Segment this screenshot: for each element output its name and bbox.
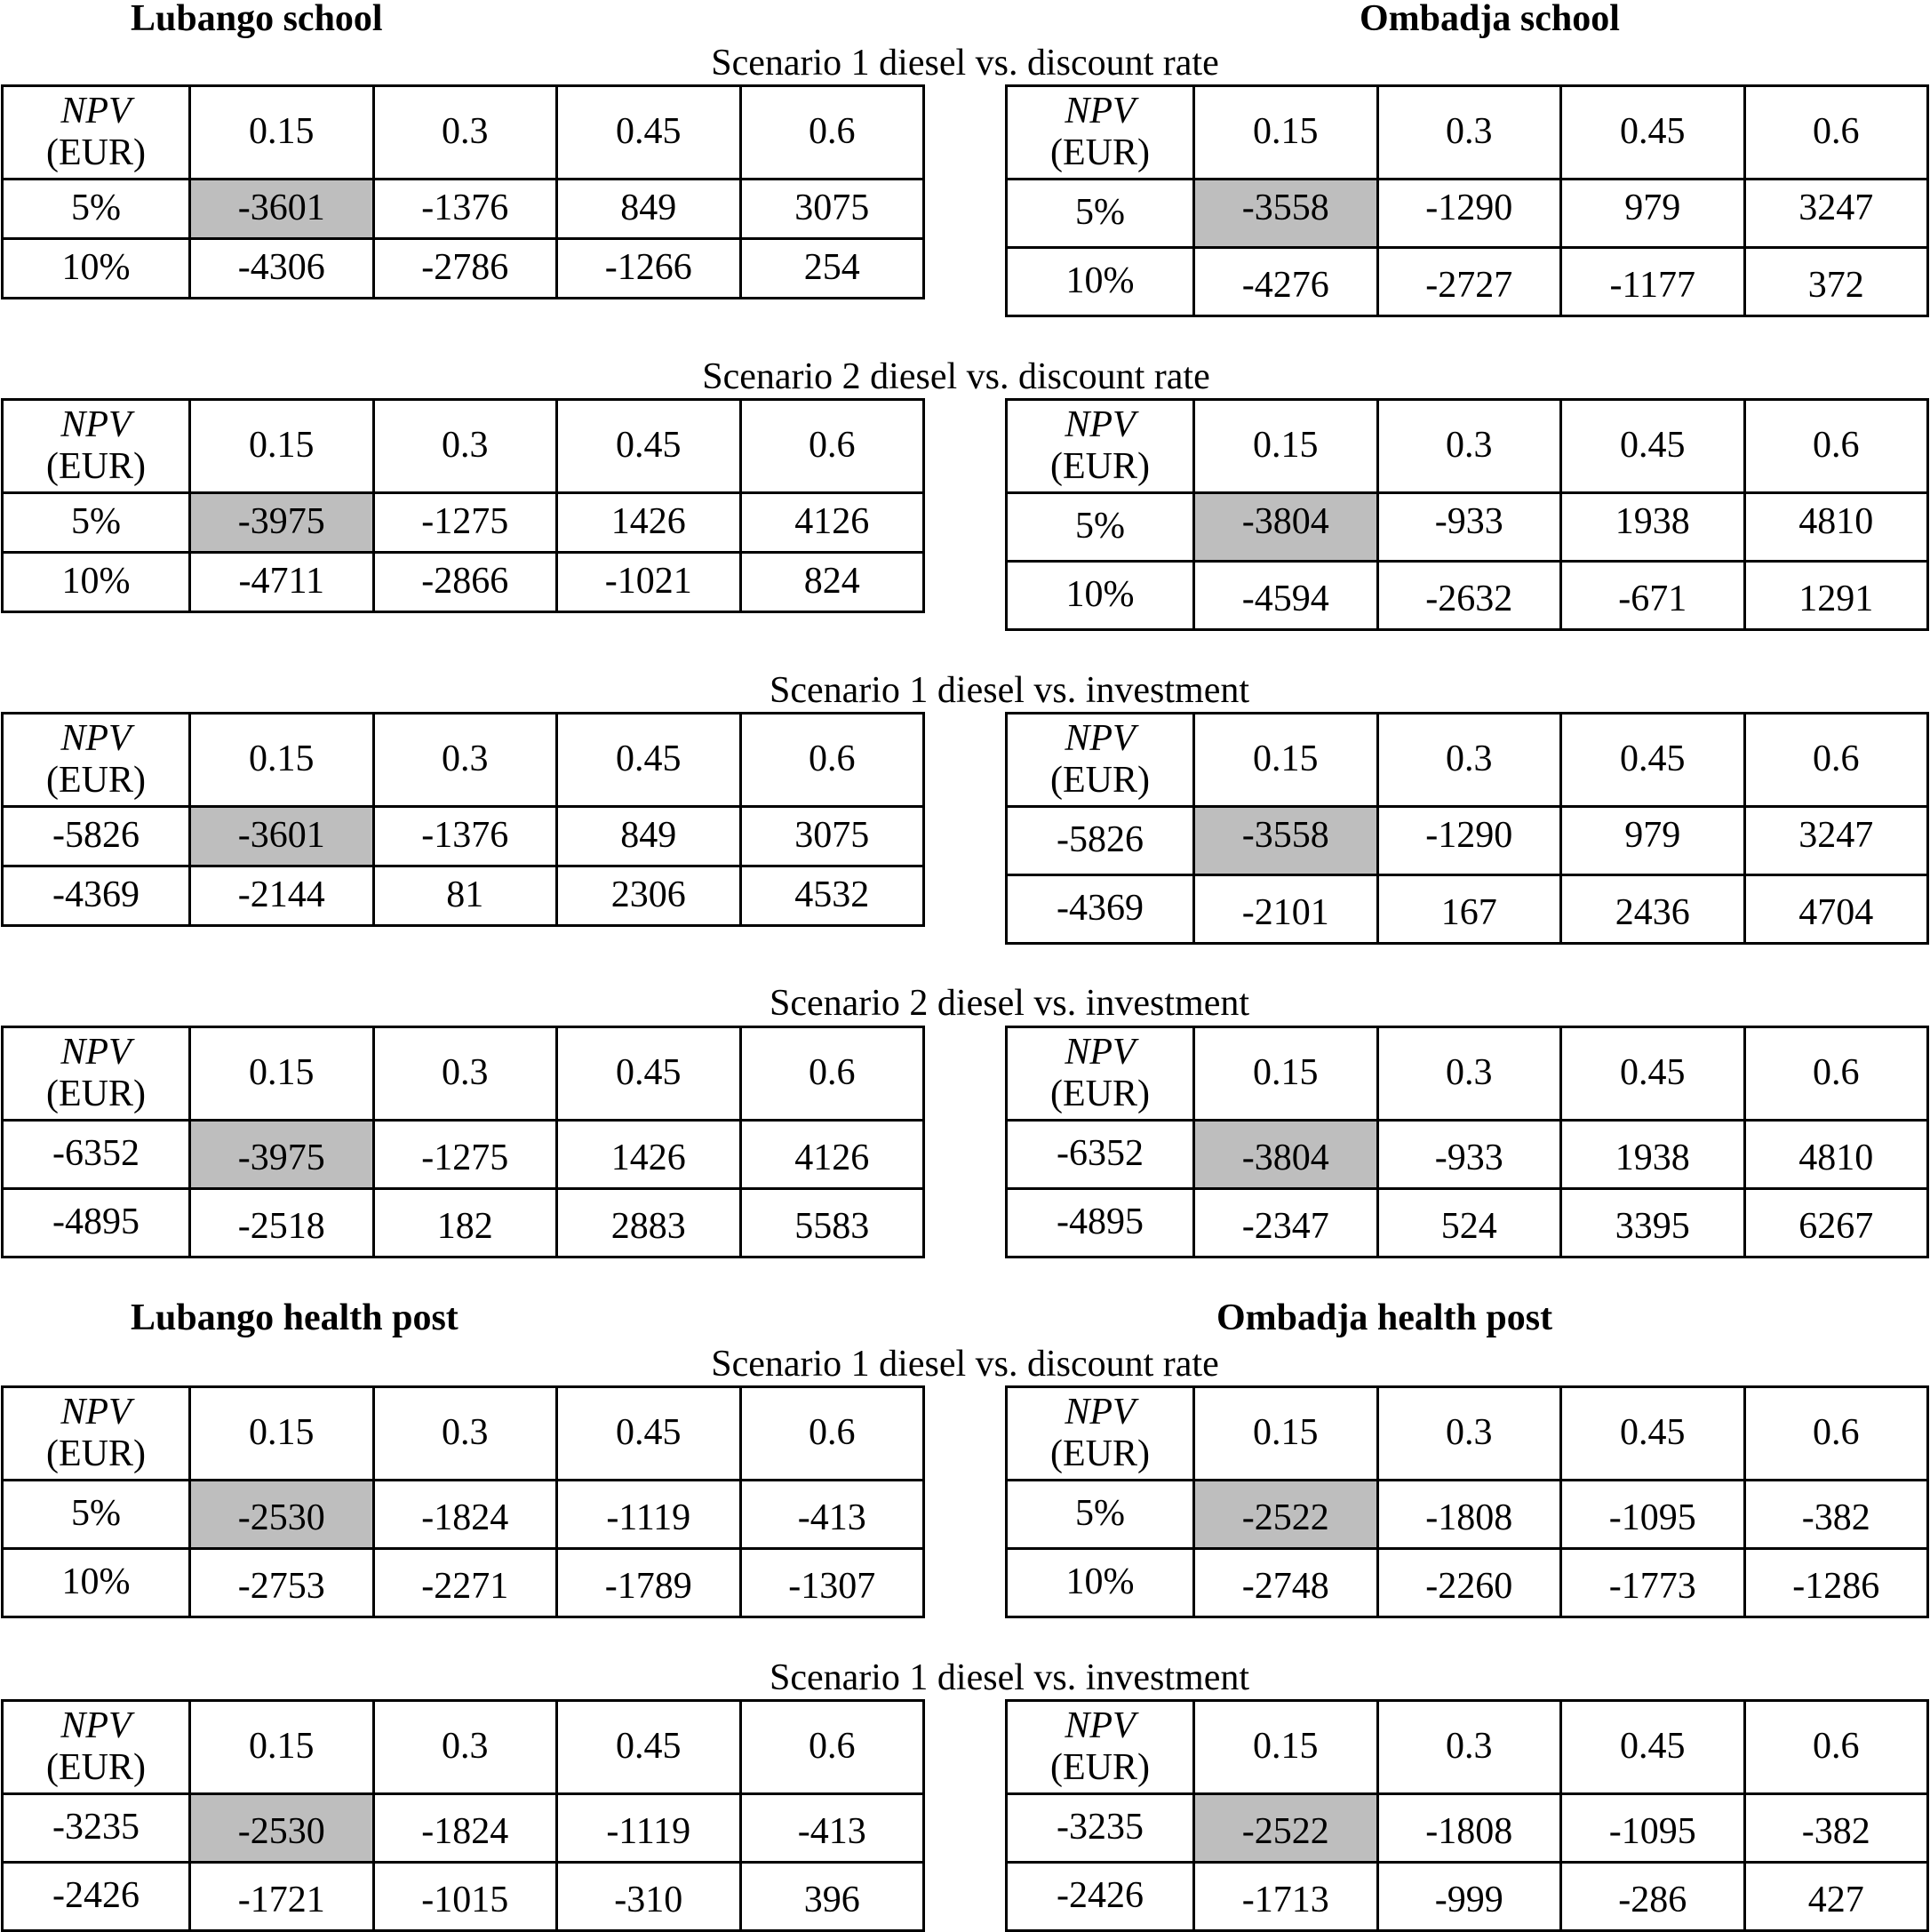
row-label: -3235 (1007, 1794, 1194, 1863)
column-header: 0.6 (740, 1701, 924, 1794)
table-cell: -1095 (1561, 1481, 1745, 1549)
table-cell: -2101 (1194, 875, 1378, 944)
table-cell: 4126 (740, 493, 924, 553)
npv-table-right (1005, 1026, 1929, 1258)
table-cell: 4810 (1744, 493, 1928, 562)
table-row (1007, 562, 1928, 630)
table-cell: 427 (1744, 1863, 1928, 1931)
table-cell: -2786 (373, 239, 557, 299)
table-cell: 1938 (1561, 1121, 1745, 1189)
table-cell: -1307 (740, 1549, 924, 1617)
table-cell: 824 (740, 553, 924, 612)
column-header: 0.6 (1744, 86, 1928, 180)
column-header: 0.15 (1194, 400, 1378, 493)
table-header-row (1007, 86, 1928, 180)
eur-label: (EUR) (46, 132, 146, 173)
npv-header-cell (1007, 1701, 1194, 1794)
section-heading-left: Lubango school (131, 0, 383, 39)
row-label: 10% (3, 553, 190, 612)
npv-label: NPV (60, 717, 132, 759)
row-label: -3235 (3, 1794, 190, 1863)
highlighted-cell: -3975 (190, 1121, 374, 1189)
table-row (3, 239, 924, 299)
column-header: 0.3 (1377, 400, 1561, 493)
npv-label: NPV (1065, 1704, 1136, 1746)
table-cell: -2144 (190, 866, 374, 926)
table-header-row (1007, 1027, 1928, 1121)
table-cell: -2748 (1194, 1549, 1378, 1617)
row-label: -2426 (3, 1863, 190, 1931)
table-cell: 254 (740, 239, 924, 299)
npv-header-cell (3, 714, 190, 807)
table-cell: -1119 (557, 1794, 741, 1863)
table-header-row (1007, 1701, 1928, 1794)
table-cell: -1095 (1561, 1794, 1745, 1863)
column-header: 0.3 (1377, 714, 1561, 807)
table-cell: 396 (740, 1863, 924, 1931)
eur-label: (EUR) (1050, 760, 1150, 801)
column-header: 0.6 (1744, 400, 1928, 493)
row-label: -4369 (1007, 875, 1194, 944)
row-label: 10% (1007, 248, 1194, 316)
column-header: 0.15 (190, 86, 374, 180)
npv-label: NPV (60, 403, 132, 445)
table-header-row (3, 1701, 924, 1794)
table-cell: 1938 (1561, 493, 1745, 562)
table-cell: -413 (740, 1794, 924, 1863)
highlighted-cell: -2530 (190, 1481, 374, 1549)
eur-label: (EUR) (1050, 132, 1150, 173)
table-cell: 3247 (1744, 807, 1928, 875)
column-header: 0.6 (740, 1027, 924, 1121)
table-row (1007, 1794, 1928, 1863)
column-header: 0.45 (557, 86, 741, 180)
table-header-row (1007, 1387, 1928, 1481)
column-header: 0.3 (1377, 86, 1561, 180)
npv-table-right (1005, 84, 1929, 317)
table-cell: 3395 (1561, 1189, 1745, 1257)
npv-table-left (1, 1026, 925, 1258)
table-cell: -4711 (190, 553, 374, 612)
column-header: 0.6 (1744, 1027, 1928, 1121)
table-cell: 167 (1377, 875, 1561, 944)
table-row (3, 1481, 924, 1549)
table-cell: -2271 (373, 1549, 557, 1617)
npv-table-left (1, 84, 925, 299)
table-cell: 849 (557, 180, 741, 239)
column-header: 0.15 (1194, 714, 1378, 807)
table-cell: 2306 (557, 866, 741, 926)
row-label: 5% (1007, 493, 1194, 562)
table-cell: 4532 (740, 866, 924, 926)
highlighted-cell: -2522 (1194, 1481, 1378, 1549)
table-cell: -2518 (190, 1189, 374, 1257)
table-cell: -1290 (1377, 807, 1561, 875)
npv-label: NPV (60, 1031, 132, 1073)
section-heading-right: Ombadja school (1360, 0, 1620, 39)
column-header: 0.15 (1194, 1027, 1378, 1121)
table-cell: -933 (1377, 1121, 1561, 1189)
column-header: 0.3 (1377, 1387, 1561, 1481)
table-cell: -2866 (373, 553, 557, 612)
highlighted-cell: -2522 (1194, 1794, 1378, 1863)
table-cell: -310 (557, 1863, 741, 1931)
table-cell: -4594 (1194, 562, 1378, 630)
column-header: 0.6 (1744, 1387, 1928, 1481)
column-header: 0.45 (557, 1701, 741, 1794)
npv-label: NPV (1065, 90, 1136, 132)
row-label: 10% (1007, 1549, 1194, 1617)
table-row (3, 807, 924, 866)
npv-header-cell (1007, 86, 1194, 180)
eur-label: (EUR) (46, 446, 146, 487)
column-header: 0.45 (1561, 1027, 1745, 1121)
table-cell: -1773 (1561, 1549, 1745, 1617)
eur-label: (EUR) (1050, 1433, 1150, 1474)
table-row (1007, 180, 1928, 248)
column-header: 0.6 (1744, 714, 1928, 807)
eur-label: (EUR) (1050, 446, 1150, 487)
table-cell: -1177 (1561, 248, 1745, 316)
table-cell: -1808 (1377, 1481, 1561, 1549)
column-header: 0.45 (1561, 1701, 1745, 1794)
table-cell: -2727 (1377, 248, 1561, 316)
column-header: 0.45 (1561, 86, 1745, 180)
npv-header-cell (1007, 1387, 1194, 1481)
table-row (3, 866, 924, 926)
column-header: 0.6 (740, 86, 924, 180)
column-header: 0.6 (740, 400, 924, 493)
highlighted-cell: -3601 (190, 180, 374, 239)
table-cell: -1824 (373, 1794, 557, 1863)
table-cell: -1266 (557, 239, 741, 299)
table-cell: 4810 (1744, 1121, 1928, 1189)
table-cell: -933 (1377, 493, 1561, 562)
row-label: -4369 (3, 866, 190, 926)
column-header: 0.45 (557, 1027, 741, 1121)
column-header: 0.3 (1377, 1701, 1561, 1794)
column-header: 0.3 (373, 714, 557, 807)
column-header: 0.15 (190, 1387, 374, 1481)
table-cell: -286 (1561, 1863, 1745, 1931)
table-row (3, 553, 924, 612)
table-cell: -4276 (1194, 248, 1378, 316)
table-header-row (1007, 714, 1928, 807)
npv-header-cell (3, 86, 190, 180)
table-cell: 182 (373, 1189, 557, 1257)
table-cell: 81 (373, 866, 557, 926)
table-cell: -1290 (1377, 180, 1561, 248)
table-row (3, 1189, 924, 1257)
table-cell: -1789 (557, 1549, 741, 1617)
table-header-row (3, 400, 924, 493)
table-row (3, 180, 924, 239)
npv-header-cell (1007, 400, 1194, 493)
column-header: 0.6 (740, 714, 924, 807)
column-header: 0.45 (557, 1387, 741, 1481)
row-label: -6352 (1007, 1121, 1194, 1189)
npv-table-right (1005, 1699, 1929, 1932)
table-cell: -1808 (1377, 1794, 1561, 1863)
table-row (1007, 1481, 1928, 1549)
npv-table-left (1, 398, 925, 613)
table-cell: 3075 (740, 807, 924, 866)
column-header: 0.45 (557, 714, 741, 807)
highlighted-cell: -3601 (190, 807, 374, 866)
table-cell: 5583 (740, 1189, 924, 1257)
table-header-row (1007, 400, 1928, 493)
column-header: 0.3 (373, 1027, 557, 1121)
eur-label: (EUR) (1050, 1074, 1150, 1114)
npv-header-cell (3, 1027, 190, 1121)
row-label: -5826 (3, 807, 190, 866)
table-header-row (3, 714, 924, 807)
highlighted-cell: -3558 (1194, 180, 1378, 248)
table-cell: -1015 (373, 1863, 557, 1931)
table-row (1007, 1863, 1928, 1931)
table-cell: -999 (1377, 1863, 1561, 1931)
table-header-row (3, 1387, 924, 1481)
block-caption: Scenario 1 diesel vs. investment (769, 670, 1250, 711)
column-header: 0.3 (373, 1701, 557, 1794)
table-cell: 1426 (557, 493, 741, 553)
table-cell: 524 (1377, 1189, 1561, 1257)
row-label: 10% (3, 239, 190, 299)
table-cell: -2753 (190, 1549, 374, 1617)
row-label: -6352 (3, 1121, 190, 1189)
row-label: 10% (3, 1549, 190, 1617)
table-cell: -2260 (1377, 1549, 1561, 1617)
npv-label: NPV (1065, 1031, 1136, 1073)
table-cell: 6267 (1744, 1189, 1928, 1257)
table-cell: 979 (1561, 807, 1745, 875)
npv-table-left (1, 1385, 925, 1618)
eur-label: (EUR) (46, 1433, 146, 1474)
eur-label: (EUR) (46, 760, 146, 801)
npv-table-right (1005, 712, 1929, 945)
block-caption: Scenario 2 diesel vs. discount rate (702, 356, 1210, 397)
highlighted-cell: -3558 (1194, 807, 1378, 875)
table-header-row (3, 1027, 924, 1121)
highlighted-cell: -3804 (1194, 1121, 1378, 1189)
npv-label: NPV (1065, 403, 1136, 445)
eur-label: (EUR) (46, 1747, 146, 1788)
section-heading-left: Lubango health post (131, 1297, 459, 1338)
table-cell: 2436 (1561, 875, 1745, 944)
table-row (3, 1121, 924, 1189)
highlighted-cell: -3975 (190, 493, 374, 553)
column-header: 0.3 (1377, 1027, 1561, 1121)
column-header: 0.3 (373, 1387, 557, 1481)
table-cell: -413 (740, 1481, 924, 1549)
column-header: 0.6 (1744, 1701, 1928, 1794)
npv-header-cell (1007, 1027, 1194, 1121)
npv-header-cell (3, 1387, 190, 1481)
table-cell: -671 (1561, 562, 1745, 630)
table-cell: 372 (1744, 248, 1928, 316)
table-cell: -382 (1744, 1481, 1928, 1549)
npv-table-left (1, 1699, 925, 1932)
table-cell: 3247 (1744, 180, 1928, 248)
table-cell: -1824 (373, 1481, 557, 1549)
table-cell: -1376 (373, 807, 557, 866)
row-label: 5% (1007, 1481, 1194, 1549)
table-cell: -1275 (373, 1121, 557, 1189)
column-header: 0.3 (373, 400, 557, 493)
eur-label: (EUR) (1050, 1747, 1150, 1788)
block-caption: Scenario 1 diesel vs. discount rate (711, 43, 1219, 84)
table-cell: 3075 (740, 180, 924, 239)
column-header: 0.45 (1561, 1387, 1745, 1481)
npv-header-cell (3, 1701, 190, 1794)
table-row (3, 1794, 924, 1863)
table-cell: 979 (1561, 180, 1745, 248)
column-header: 0.6 (740, 1387, 924, 1481)
row-label: -2426 (1007, 1863, 1194, 1931)
table-row (1007, 1189, 1928, 1257)
table-cell: -1021 (557, 553, 741, 612)
table-cell: -1721 (190, 1863, 374, 1931)
highlighted-cell: -2530 (190, 1794, 374, 1863)
table-cell: -1119 (557, 1481, 741, 1549)
npv-table-right (1005, 398, 1929, 631)
table-cell: -1376 (373, 180, 557, 239)
table-row (1007, 875, 1928, 944)
column-header: 0.15 (190, 400, 374, 493)
table-cell: 4704 (1744, 875, 1928, 944)
table-cell: -1713 (1194, 1863, 1378, 1931)
table-row (1007, 1549, 1928, 1617)
row-label: -5826 (1007, 807, 1194, 875)
table-row (3, 493, 924, 553)
row-label: 5% (3, 1481, 190, 1549)
table-cell: 1291 (1744, 562, 1928, 630)
eur-label: (EUR) (46, 1074, 146, 1114)
npv-label: NPV (1065, 1391, 1136, 1433)
table-cell: 849 (557, 807, 741, 866)
row-label: 10% (1007, 562, 1194, 630)
table-cell: 2883 (557, 1189, 741, 1257)
table-cell: -1275 (373, 493, 557, 553)
table-row (1007, 807, 1928, 875)
column-header: 0.15 (1194, 1701, 1378, 1794)
npv-header-cell (1007, 714, 1194, 807)
npv-table-left (1, 712, 925, 927)
row-label: 5% (3, 493, 190, 553)
table-row (3, 1549, 924, 1617)
column-header: 0.45 (557, 400, 741, 493)
npv-label: NPV (60, 90, 132, 132)
highlighted-cell: -3804 (1194, 493, 1378, 562)
npv-label: NPV (60, 1391, 132, 1433)
table-row (1007, 1121, 1928, 1189)
row-label: 5% (3, 180, 190, 239)
npv-label: NPV (60, 1704, 132, 1746)
column-header: 0.45 (1561, 400, 1745, 493)
table-cell: -2632 (1377, 562, 1561, 630)
row-label: -4895 (1007, 1189, 1194, 1257)
column-header: 0.15 (190, 714, 374, 807)
table-cell: 1426 (557, 1121, 741, 1189)
table-row (3, 1863, 924, 1931)
table-row (1007, 493, 1928, 562)
table-cell: -2347 (1194, 1189, 1378, 1257)
block-caption: Scenario 1 diesel vs. discount rate (711, 1344, 1219, 1385)
column-header: 0.15 (1194, 1387, 1378, 1481)
column-header: 0.15 (1194, 86, 1378, 180)
table-cell: -1286 (1744, 1549, 1928, 1617)
table-cell: -382 (1744, 1794, 1928, 1863)
table-cell: -4306 (190, 239, 374, 299)
table-row (1007, 248, 1928, 316)
column-header: 0.15 (190, 1701, 374, 1794)
section-heading-right: Ombadja health post (1216, 1297, 1553, 1338)
column-header: 0.3 (373, 86, 557, 180)
row-label: 5% (1007, 180, 1194, 248)
row-label: -4895 (3, 1189, 190, 1257)
column-header: 0.15 (190, 1027, 374, 1121)
npv-label: NPV (1065, 717, 1136, 759)
npv-table-right (1005, 1385, 1929, 1618)
block-caption: Scenario 1 diesel vs. investment (769, 1657, 1250, 1698)
block-caption: Scenario 2 diesel vs. investment (769, 983, 1250, 1024)
column-header: 0.45 (1561, 714, 1745, 807)
npv-header-cell (3, 400, 190, 493)
table-cell: 4126 (740, 1121, 924, 1189)
table-header-row (3, 86, 924, 180)
